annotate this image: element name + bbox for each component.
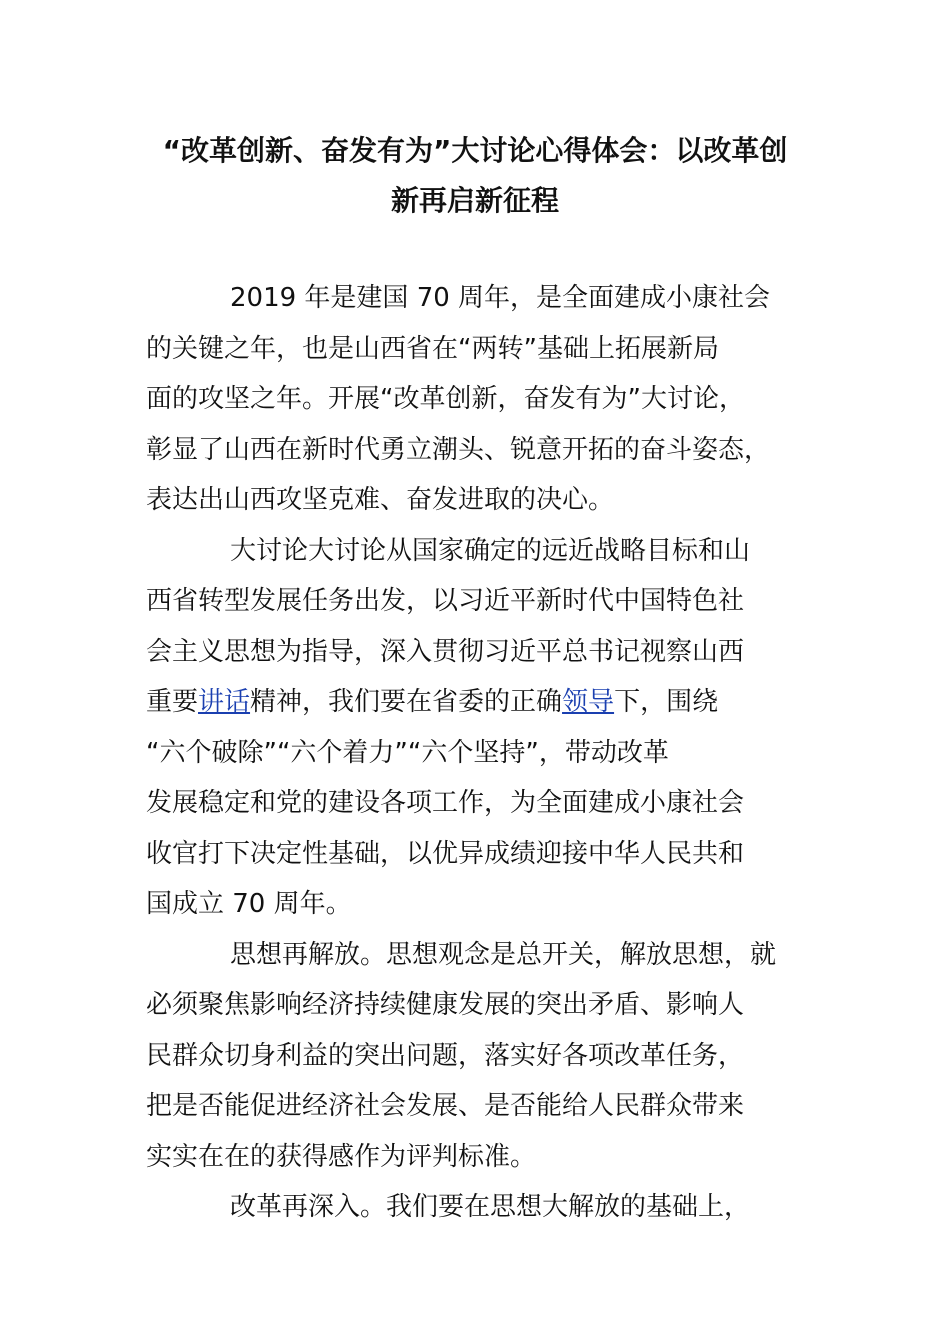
- title-line: “改革创新、奋发有为”大讨论心得体会：以改革创: [162, 134, 788, 167]
- paragraph-3-line: 把是否能促进经济社会发展、是否能给人民群众带来: [146, 1091, 745, 1121]
- text-segment: 重要: [146, 687, 199, 717]
- document-body: [146, 273, 826, 1233]
- speech-link[interactable]: 讲话: [198, 687, 251, 717]
- paragraph-1-line: 2019 年是建国 70 周年，是全面建成小康社会: [230, 283, 771, 313]
- paragraph-2-line: “六个破除”“六个着力”“六个坚持”，带动改革: [146, 737, 669, 768]
- paragraph-1-line: 面的攻坚之年。开展“改革创新，奋发有为”大讨论，: [146, 384, 745, 414]
- paragraph-2-line: 发展稳定和党的建设各项工作，为全面建成小康社会: [146, 788, 745, 818]
- paragraph-2-line: 西省转型发展任务出发，以习近平新时代中国特色社: [146, 586, 745, 616]
- paragraph-2-line: 国成立 70 周年。: [146, 889, 352, 919]
- paragraph-1-line: 彰显了山西在新时代勇立潮头、锐意开拓的奋斗姿态，: [146, 434, 771, 465]
- paragraph-2-line: 大讨论大讨论从国家确定的远近战略目标和山: [230, 535, 751, 566]
- text-segment: 精神，我们要在省委的正确: [250, 687, 563, 717]
- paragraph-3-line: 必须聚焦影响经济持续健康发展的突出矛盾、影响人: [146, 990, 745, 1020]
- paragraph-3-line: 民群众切身利益的突出问题，落实好各项改革任务，: [146, 1040, 745, 1071]
- paragraph-4-line: 改革再深入。我们要在思想大解放的基础上，: [230, 1192, 751, 1222]
- document-title: [140, 126, 810, 226]
- paragraph-3-line: 思想再解放。思想观念是总开关，解放思想，就: [230, 939, 777, 970]
- paragraph-1-line: 的关键之年，也是山西省在“两转”基础上拓展新局: [146, 333, 719, 364]
- paragraph-2-line: 会主义思想为指导，深入贯彻习近平总书记视察山西: [146, 636, 745, 667]
- paragraph-2-line-with-links: [146, 677, 826, 728]
- paragraph-3-line: 实实在在的获得感作为评判标准。: [146, 1141, 537, 1172]
- title-line: 新再启新征程: [390, 184, 559, 217]
- paragraph-1-line: 表达出山西攻坚克难、奋发进取的决心。: [146, 485, 615, 515]
- paragraph-2-line: 收官打下决定性基础，以优异成绩迎接中华人民共和: [146, 838, 745, 869]
- leadership-link[interactable]: 领导: [562, 687, 615, 717]
- text-segment: 下，围绕: [614, 687, 719, 717]
